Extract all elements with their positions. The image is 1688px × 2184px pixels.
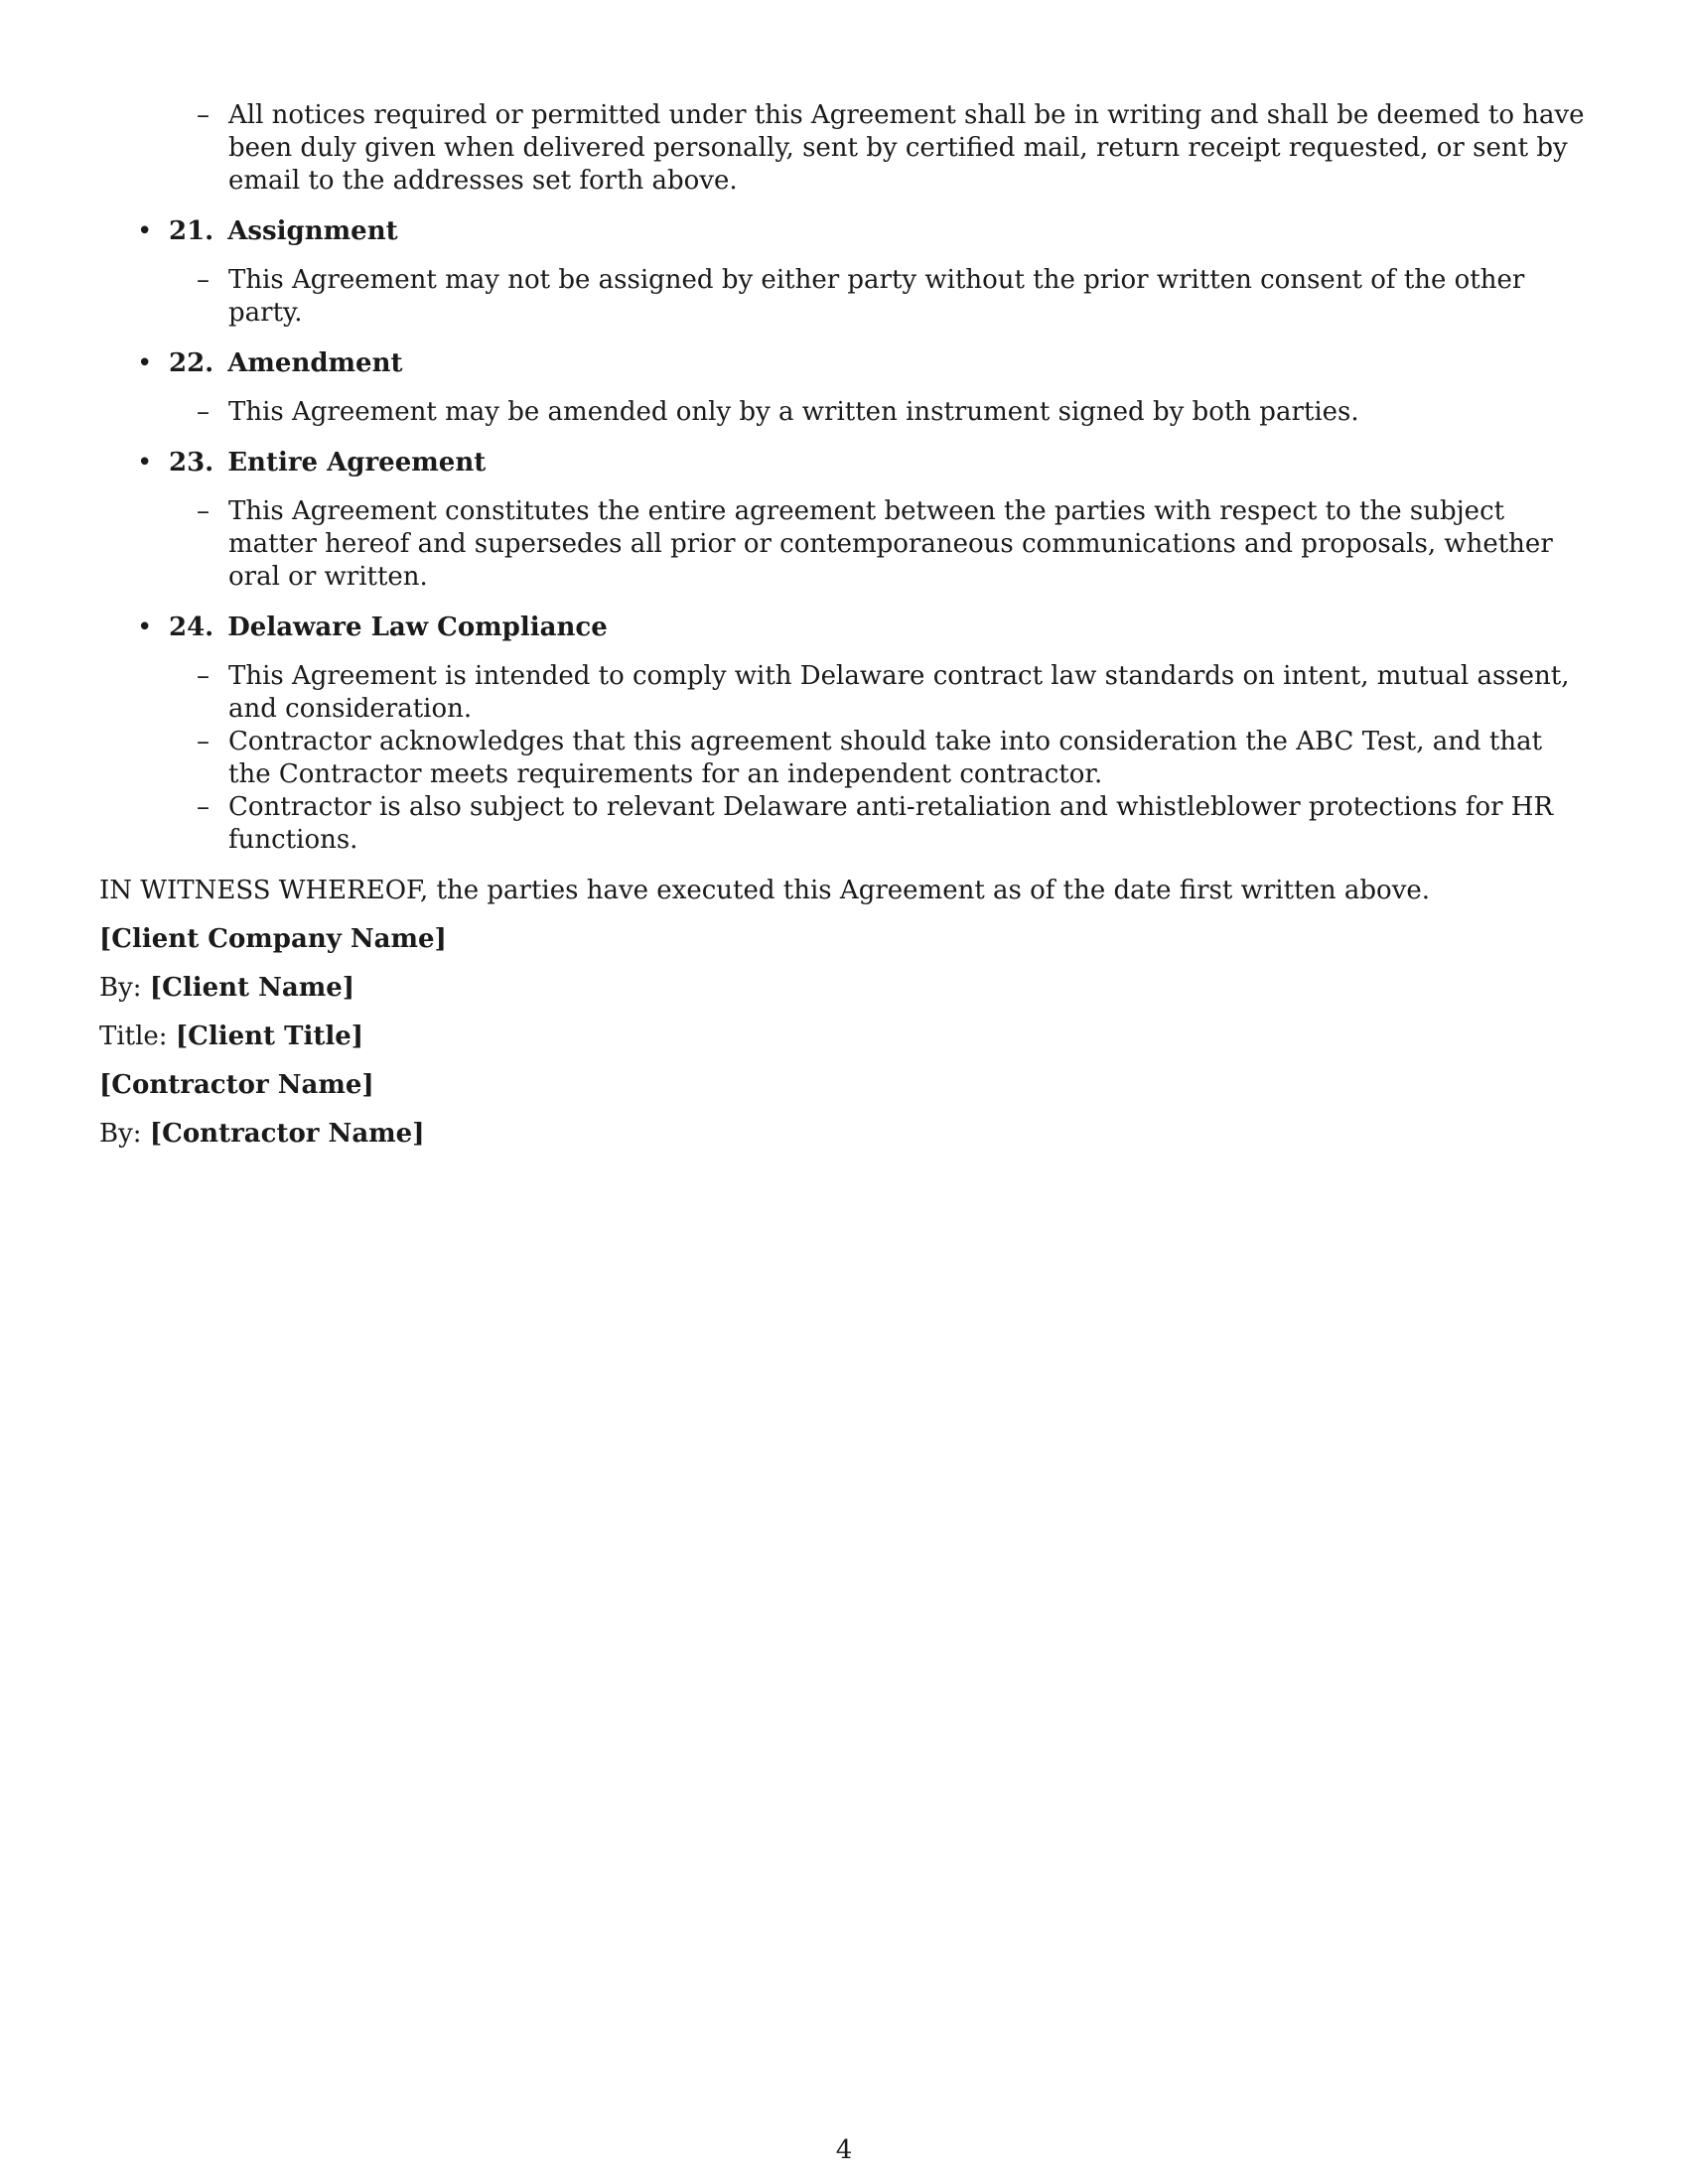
clause-text: This Agreement may not be assigned by either party without the prior written consent of the other party. xyxy=(228,265,1525,328)
bullet-dot-icon: • xyxy=(137,448,153,478)
document-page xyxy=(99,99,1589,1151)
section-number: 23. xyxy=(169,448,214,478)
dash-marker: – xyxy=(197,397,210,427)
section-23-clause-1 xyxy=(99,495,1589,594)
client-company-name: [Client Company Name] xyxy=(99,924,447,954)
dash-marker: – xyxy=(197,661,210,691)
bullet-dot-icon: • xyxy=(137,613,153,642)
page-number: 4 xyxy=(835,2135,853,2165)
witness-statement: IN WITNESS WHEREOF, the parties have executed this Agreement as of the date first written above. xyxy=(99,876,1431,905)
section-heading-23 xyxy=(99,447,1589,479)
clause-text: This Agreement is intended to comply with Delaware contract law standards on intent, mutual assent, and consideration. xyxy=(228,661,1570,724)
section-title: Assignment xyxy=(227,216,398,246)
dash-marker: – xyxy=(197,727,210,756)
contractor-by-line xyxy=(99,1118,1589,1151)
clause-text: Contractor acknowledges that this agreement should take into consideration the ABC Test, and that the Contractor meets requirements for an independent contractor. xyxy=(228,727,1543,789)
bullet-dot-icon: • xyxy=(137,348,153,378)
section-number: 22. xyxy=(169,348,214,378)
notices-clause xyxy=(99,99,1589,198)
section-number: 21. xyxy=(169,216,214,246)
clause-text: This Agreement may be amended only by a written instrument signed by both parties. xyxy=(228,397,1359,427)
contractor-name: [Contractor Name] xyxy=(149,1119,425,1149)
section-24-clause-2 xyxy=(99,726,1589,791)
contractor-company-line xyxy=(99,1069,1589,1102)
section-21-clause-1 xyxy=(99,264,1589,330)
client-name: [Client Name] xyxy=(149,973,355,1003)
dash-marker: – xyxy=(197,100,210,130)
section-title: Entire Agreement xyxy=(227,448,487,478)
section-title: Amendment xyxy=(227,348,403,378)
client-by-line xyxy=(99,972,1589,1005)
section-22-clause-1 xyxy=(99,396,1589,429)
section-24-clause-3 xyxy=(99,791,1589,857)
notices-clause-text: All notices required or permitted under this Agreement shall be in writing and shall be deemed to have been duly given when delivered personally, sent by certified mail, return receipt requested, or sent by email to the addresses set forth above. xyxy=(228,100,1585,196)
clause-text: Contractor is also subject to relevant Delaware anti-retaliation and whistleblower protections for HR functions. xyxy=(228,792,1554,855)
client-company-line xyxy=(99,923,1589,956)
section-heading-22 xyxy=(99,347,1589,380)
client-title: [Client Title] xyxy=(175,1022,364,1051)
contractor-by-label: By: xyxy=(99,1119,142,1149)
client-by-label: By: xyxy=(99,973,142,1003)
section-24-clause-1 xyxy=(99,660,1589,726)
section-number: 24. xyxy=(169,613,214,642)
section-heading-24 xyxy=(99,612,1589,644)
section-heading-21 xyxy=(99,215,1589,248)
client-title-label: Title: xyxy=(99,1022,168,1051)
contractor-company-name: [Contractor Name] xyxy=(99,1070,374,1100)
clause-text: This Agreement constitutes the entire agreement between the parties with respect to the subject matter hereof and supersedes all prior or contemporaneous communications and proposals, whether oral or written. xyxy=(228,496,1553,592)
dash-marker: – xyxy=(197,792,210,822)
section-title: Delaware Law Compliance xyxy=(227,613,608,642)
bullet-dot-icon: • xyxy=(137,216,153,246)
client-title-line xyxy=(99,1021,1589,1053)
dash-marker: – xyxy=(197,265,210,295)
dash-marker: – xyxy=(197,496,210,526)
